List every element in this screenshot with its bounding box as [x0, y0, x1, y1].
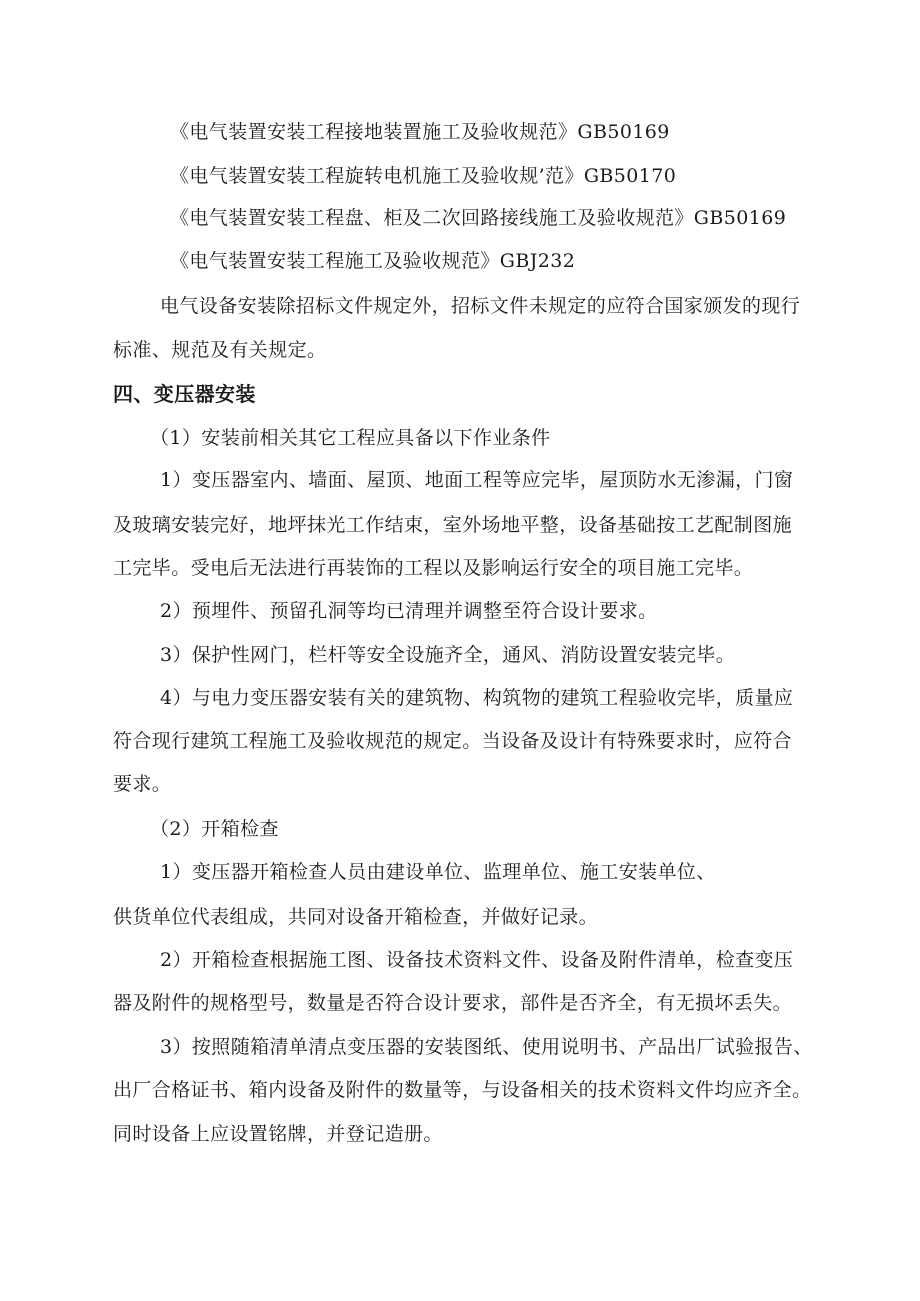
condition-4-line1: 4）与电力变压器安装有关的建筑物、构筑物的建筑工程验收完毕，质量应 — [160, 687, 794, 709]
condition-4-line2: 符合现行建筑工程施工及验收规范的规定。当设备及设计有特殊要求时，应符合 — [113, 730, 793, 752]
inspection-2-line2: 器及附件的规格型号，数量是否符合设计要求，部件是否齐全，有无损坏丢失。 — [113, 992, 793, 1014]
condition-3: 3）保护性网门，栏杆等安全设施齐全，通风、消防设置安装完毕。 — [160, 644, 736, 666]
inspection-1-line2: 供货单位代表组成，共同对设备开箱检查，并做好记录。 — [113, 906, 599, 928]
inspection-3-line2: 出厂合格证书、箱内设备及附件的数量等，与设备相关的技术资料文件均应齐全。 — [113, 1079, 812, 1101]
standard-ref-general: 《电气装置安装工程施工及验收规范》GBJ232 — [170, 250, 576, 272]
general-paragraph-line1: 电气设备安装除招标文件规定外，招标文件未规定的应符合国家颁发的现行 — [160, 295, 801, 317]
inspection-3-line1: 3）按照随箱清单清点变压器的安装图纸、使用说明书、产品出厂试验报告、 — [160, 1036, 813, 1058]
condition-4-line3: 要求。 — [113, 773, 172, 795]
subsection-title-1: （1）安装前相关其它工程应具备以下作业条件 — [150, 427, 551, 449]
condition-2: 2）预埋件、预留孔洞等均已清理并调整至符合设计要求。 — [160, 600, 658, 622]
inspection-3-line3: 同时设备上应设置铭牌，并登记造册。 — [113, 1123, 443, 1145]
inspection-1-line1: 1）变压器开箱检查人员由建设单位、监理单位、施工安装单位、 — [160, 861, 716, 883]
general-paragraph-line2: 标准、规范及有关规定。 — [113, 339, 327, 361]
section-heading: 四、变压器安装 — [113, 382, 256, 406]
condition-1-line3: 工完毕。受电后无法进行再装饰的工程以及影响运行安全的项目施工完毕。 — [113, 557, 754, 579]
standard-ref-rotating-machines: 《电气装置安装工程旋转电机施工及验收规’范》GB50170 — [170, 165, 677, 187]
inspection-2-line1: 2）开箱检查根据施工图、设备技术资料文件、设备及附件清单，检查变压 — [160, 949, 794, 971]
standard-ref-panels-cabinets: 《电气装置安装工程盘、柜及二次回路接线施工及验收规范》GB50169 — [170, 207, 787, 229]
standard-ref-grounding: 《电气装置安装工程接地装置施工及验收规范》GB50169 — [170, 121, 670, 143]
condition-1-line1: 1）变压器室内、墙面、屋顶、地面工程等应完毕，屋顶防水无渗漏，门窗 — [160, 469, 794, 491]
condition-1-line2: 及玻璃安装完好，地坪抹光工作结束，室外场地平整，设备基础按工艺配制图施 — [113, 514, 793, 536]
subsection-title-2: （2）开箱检查 — [150, 818, 279, 840]
